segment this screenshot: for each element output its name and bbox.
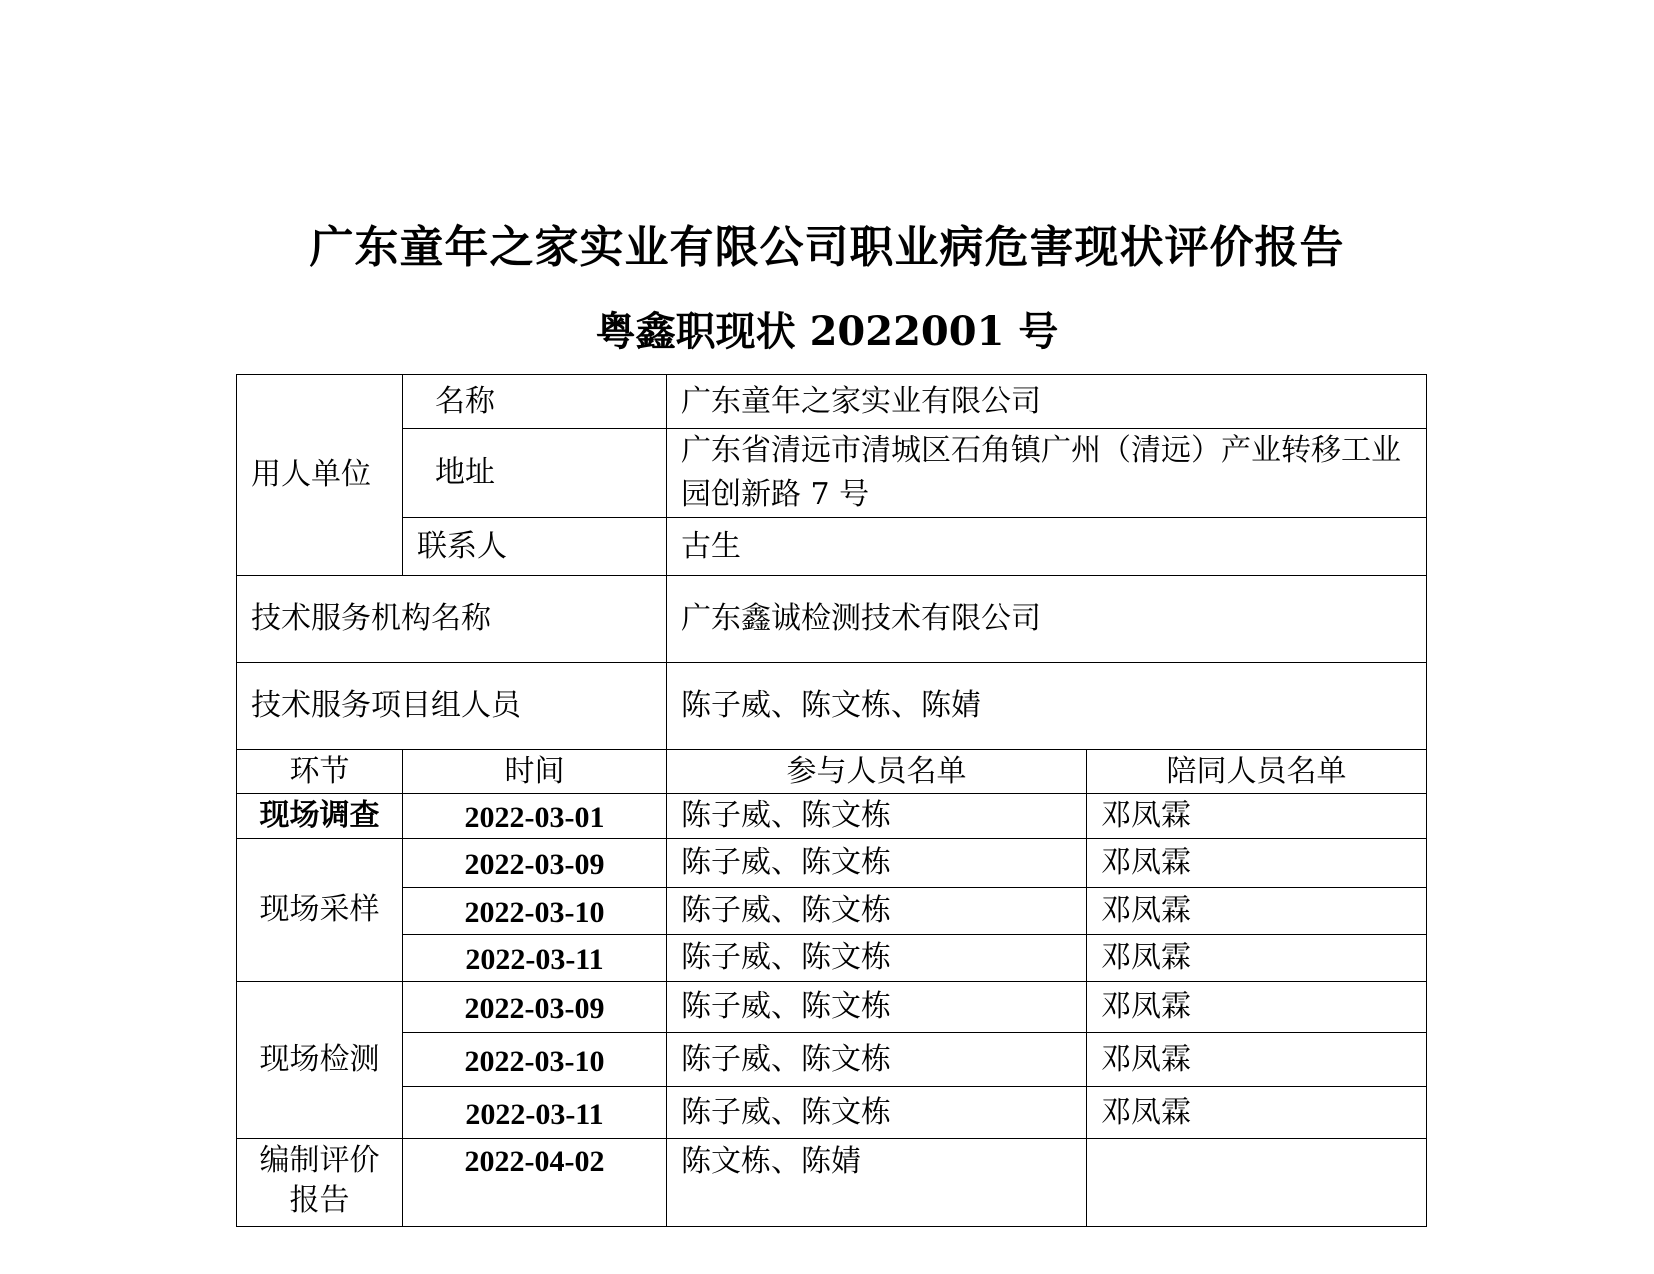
date-cell: 2022-03-01	[403, 794, 667, 839]
participants-cell: 陈子威、陈文栋	[667, 1033, 1087, 1087]
service-org-value: 广东鑫诚检测技术有限公司	[667, 576, 1427, 663]
participants-cell: 陈子威、陈文栋	[667, 935, 1087, 982]
employer-address-value: 广东省清远市清城区石角镇广州（清远）产业转移工业园创新路 7 号	[667, 429, 1427, 518]
table-row	[237, 935, 1427, 982]
date-cell: 2022-04-02	[403, 1139, 667, 1227]
stage-label: 现场调查	[237, 794, 403, 839]
employer-contact-value: 古生	[667, 518, 1427, 576]
date-cell: 2022-03-10	[403, 888, 667, 935]
escort-cell: 邓凤霖	[1087, 935, 1427, 982]
employer-name-value: 广东童年之家实业有限公司	[667, 375, 1427, 429]
participants-cell: 陈文栋、陈婧	[667, 1139, 1087, 1227]
escort-cell: 邓凤霖	[1087, 982, 1427, 1033]
participants-cell: 陈子威、陈文栋	[667, 888, 1087, 935]
table-row	[237, 982, 1427, 1033]
date-cell: 2022-03-09	[403, 982, 667, 1033]
header-participants: 参与人员名单	[667, 750, 1087, 794]
header-escort: 陪同人员名单	[1087, 750, 1427, 794]
escort-cell: 邓凤霖	[1087, 839, 1427, 888]
table-row	[237, 1033, 1427, 1087]
employer-section-label: 用人单位	[237, 375, 403, 576]
participants-cell: 陈子威、陈文栋	[667, 1087, 1087, 1139]
participants-cell: 陈子威、陈文栋	[667, 839, 1087, 888]
service-org-label: 技术服务机构名称	[237, 576, 667, 663]
table-row	[237, 1139, 1427, 1227]
employer-contact-row	[237, 518, 1427, 576]
escort-cell: 邓凤霖	[1087, 794, 1427, 839]
stage-label: 现场检测	[237, 982, 403, 1139]
employer-name-label: 名称	[403, 375, 667, 429]
employer-address-row	[237, 429, 1427, 518]
stage-label: 编制评价报告	[237, 1139, 403, 1227]
document-title: 广东童年之家实业有限公司职业病危害现状评价报告	[309, 222, 1345, 273]
employer-address-label: 地址	[403, 429, 667, 518]
project-team-label: 技术服务项目组人员	[237, 663, 667, 750]
project-team-row	[237, 663, 1427, 750]
table-row	[237, 1087, 1427, 1139]
participants-cell: 陈子威、陈文栋	[667, 982, 1087, 1033]
date-cell: 2022-03-09	[403, 839, 667, 888]
escort-cell	[1087, 1139, 1427, 1227]
project-team-value: 陈子威、陈文栋、陈婧	[667, 663, 1427, 750]
participants-cell: 陈子威、陈文栋	[667, 794, 1087, 839]
escort-cell: 邓凤霖	[1087, 1033, 1427, 1087]
date-cell: 2022-03-10	[403, 1033, 667, 1087]
report-info-table	[236, 374, 1427, 1227]
header-stage: 环节	[237, 750, 403, 794]
service-org-row	[237, 576, 1427, 663]
document-number: 粤鑫职现状 2022001 号	[595, 308, 1059, 355]
table-row	[237, 794, 1427, 839]
table-row	[237, 888, 1427, 935]
date-cell: 2022-03-11	[403, 1087, 667, 1139]
table-row	[237, 839, 1427, 888]
employer-name-row	[237, 375, 1427, 429]
stage-label: 现场采样	[237, 839, 403, 982]
employer-contact-label: 联系人	[403, 518, 667, 576]
date-cell: 2022-03-11	[403, 935, 667, 982]
escort-cell: 邓凤霖	[1087, 888, 1427, 935]
schedule-header-row	[237, 750, 1427, 794]
header-date: 时间	[403, 750, 667, 794]
escort-cell: 邓凤霖	[1087, 1087, 1427, 1139]
